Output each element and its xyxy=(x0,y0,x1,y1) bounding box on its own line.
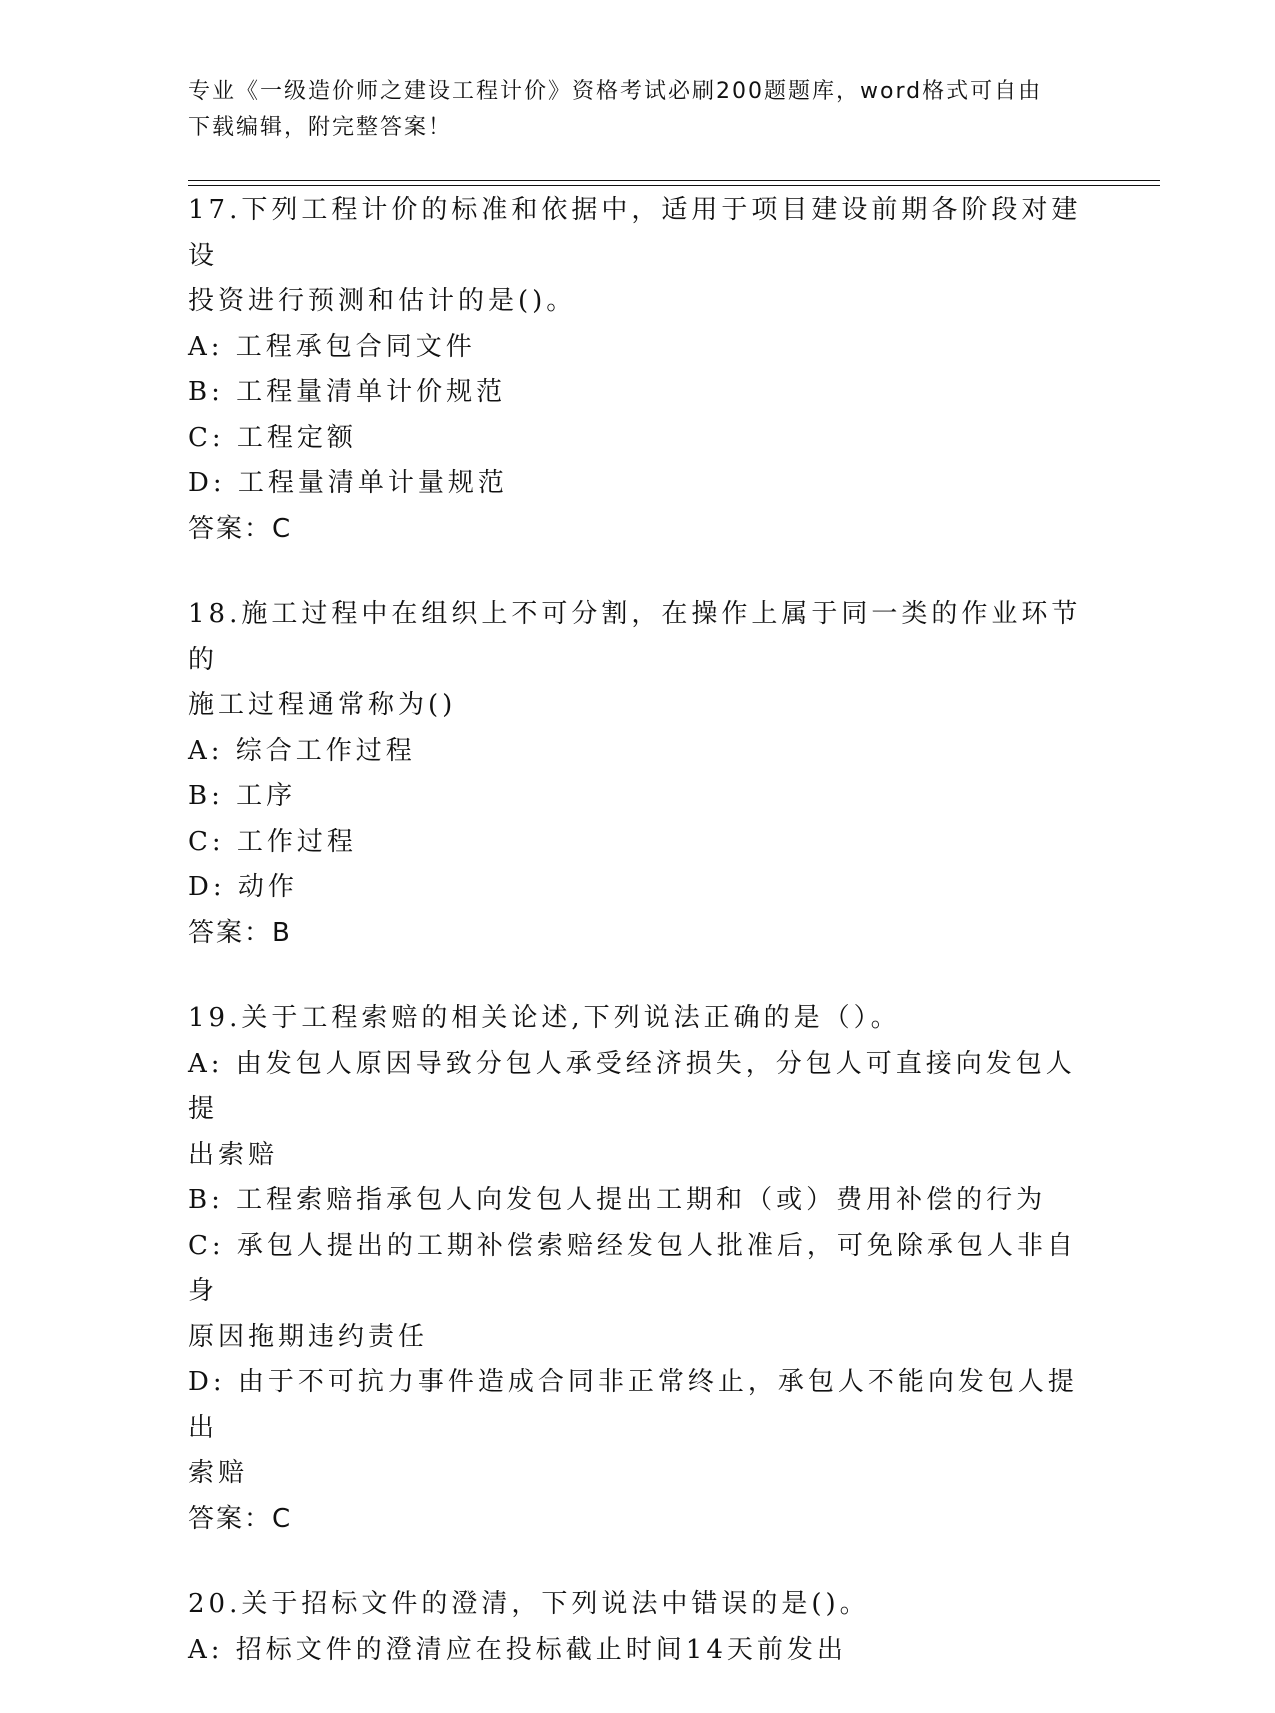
option-c: C: 工程定额 xyxy=(188,422,357,453)
header-divider-bottom xyxy=(188,185,1160,186)
option-b: B: 工程索赔指承包人向发包人提出工期和（或）费用补偿的行为 xyxy=(188,1185,1047,1215)
answer-key: 答案：B xyxy=(188,917,292,948)
option-b: B: 工程量清单计价规范 xyxy=(188,377,507,407)
option-a: A: 招标文件的澄清应在投标截止时间14天前发出 xyxy=(188,1634,847,1665)
question-list xyxy=(188,188,1088,1713)
option-c-continuation: 原因拖期违约责任 xyxy=(188,1321,429,1352)
option-a: A: 由发包人原因导致分包人承受经济损失，分包人可直接向发包人提 xyxy=(188,1048,1076,1124)
option-d: D: 动作 xyxy=(188,872,298,902)
question-stem-line: 19.关于工程索赔的相关论述,下列说法正确的是（）。 xyxy=(188,1003,901,1033)
question-stem-line: 18.施工过程中在组织上不可分割，在操作上属于同一类的作业环节的 xyxy=(188,599,1082,675)
document-header xyxy=(188,74,1088,146)
question-19 xyxy=(188,996,1088,1542)
header-line-2: 下载编辑，附完整答案！ xyxy=(188,115,453,140)
answer-key: 答案：C xyxy=(188,513,293,544)
option-d-continuation: 索赔 xyxy=(188,1458,249,1488)
option-a: A: 综合工作过程 xyxy=(188,735,416,766)
option-a: A: 工程承包合同文件 xyxy=(188,331,476,362)
question-17 xyxy=(188,188,1088,552)
option-c: C: 工作过程 xyxy=(188,826,357,857)
question-stem-line: 17.下列工程计价的标准和依据中，适用于项目建设前期各阶段对建设 xyxy=(188,195,1082,271)
question-stem-line: 施工过程通常称为() xyxy=(188,690,457,720)
header-divider-top xyxy=(188,180,1160,181)
option-d: D: 工程量清单计量规范 xyxy=(188,468,508,498)
answer-key: 答案：C xyxy=(188,1503,293,1534)
question-stem-line: 投资进行预测和估计的是()。 xyxy=(188,286,577,316)
question-18 xyxy=(188,592,1088,956)
option-a-continuation: 出索赔 xyxy=(188,1139,279,1170)
question-20 xyxy=(188,1582,1088,1673)
option-c: C: 承包人提出的工期补偿索赔经发包人批准后，可免除承包人非自身 xyxy=(188,1230,1077,1306)
option-b: B: 工序 xyxy=(188,781,297,811)
header-line-1: 专业《一级造价师之建设工程计价》资格考试必刷200题题库，word格式可自由 xyxy=(188,79,1043,104)
question-stem-line: 20.关于招标文件的澄清，下列说法中错误的是()。 xyxy=(188,1589,870,1619)
option-d: D: 由于不可抗力事件造成合同非正常终止，承包人不能向发包人提出 xyxy=(188,1367,1078,1443)
